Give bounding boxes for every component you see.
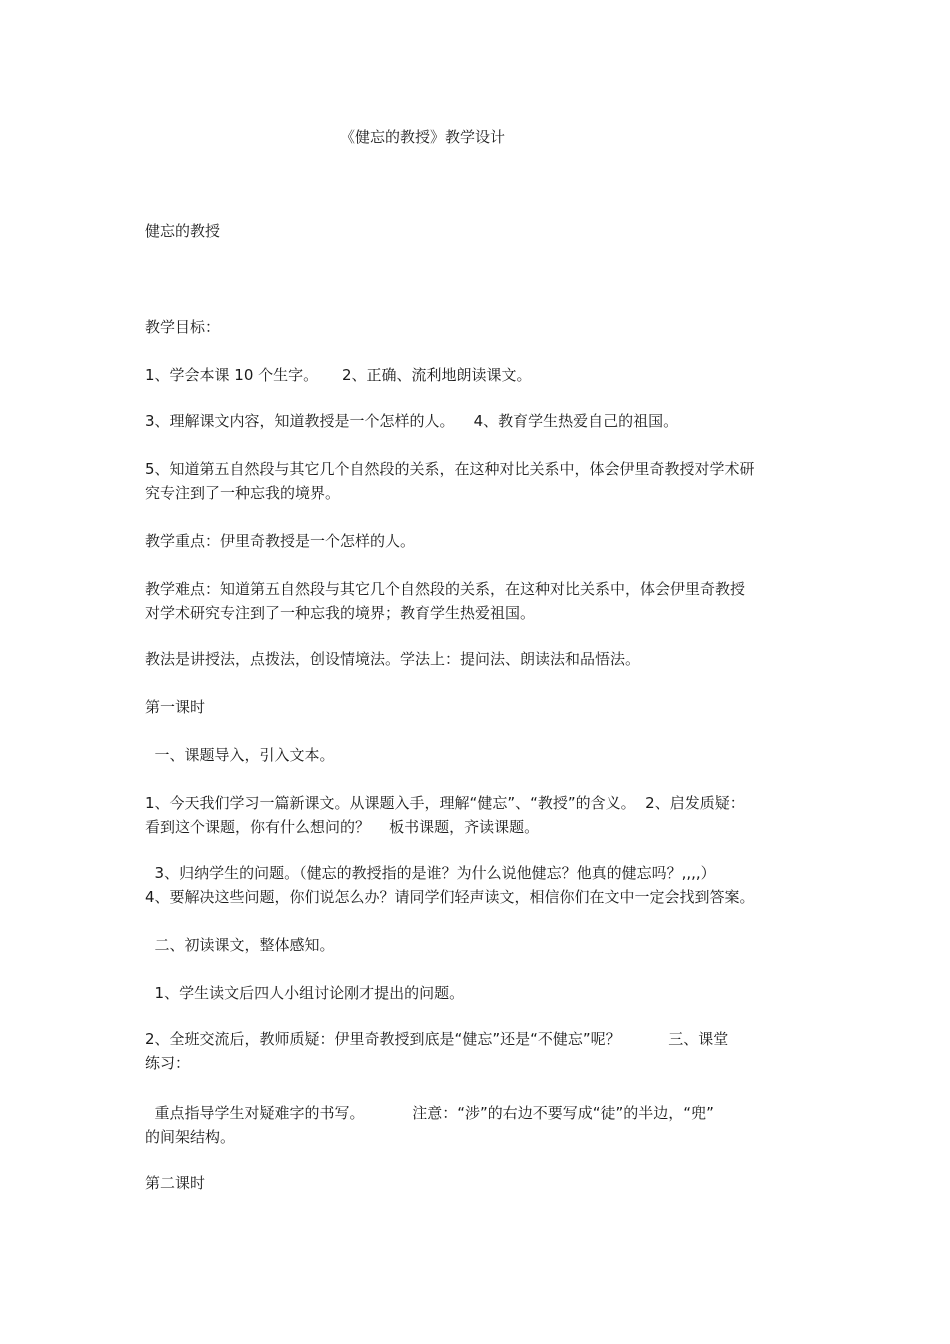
objective-line: 3、理解课文内容，知道教授是一个怎样的人。 4、教育学生热爱自己的祖国。 bbox=[145, 412, 679, 430]
section-item: 重点指导学生对疑难字的书写。 注意：“涉”的右边不要写成“徒”的半边，“兜” bbox=[145, 1104, 714, 1122]
section-heading: 一、课题导入，引入文本。 bbox=[145, 746, 335, 764]
section-item: 3、归纳学生的问题。（健忘的教授指的是谁？为什么说他健忘？他真的健忘吗？,,,,） bbox=[145, 864, 716, 882]
section-item: 练习： bbox=[145, 1054, 191, 1072]
methods-line: 教法是讲授法，点拨法，创设情境法。学法上：提问法、朗读法和品悟法。 bbox=[145, 650, 641, 668]
section-item: 看到这个课题，你有什么想问的？ 板书课题，齐读课题。 bbox=[145, 818, 540, 836]
document-title: 《健忘的教授》教学设计 bbox=[340, 128, 506, 146]
section-item: 1、今天我们学习一篇新课文。从课题入手，理解“健忘”、“教授”的含义。 2、启发质疑： bbox=[145, 794, 745, 812]
key-point: 教学重点：伊里奇教授是一个怎样的人。 bbox=[145, 532, 416, 550]
difficulty-line: 对学术研究专注到了一种忘我的境界；教育学生热爱祖国。 bbox=[145, 604, 536, 622]
period-heading: 第二课时 bbox=[145, 1174, 206, 1192]
difficulty-line: 教学难点：知道第五自然段与其它几个自然段的关系，在这种对比关系中，体会伊里奇教授 bbox=[145, 580, 746, 598]
objective-line: 1、学会本课 10 个生字。 2、正确、流利地朗读课文。 bbox=[145, 366, 532, 384]
section-item: 1、学生读文后四人小组讨论刚才提出的问题。 bbox=[145, 984, 465, 1002]
objectives-heading: 教学目标： bbox=[145, 318, 221, 336]
section-heading: 二、初读课文，整体感知。 bbox=[145, 936, 335, 954]
objective-line: 5、知道第五自然段与其它几个自然段的关系，在这种对比关系中，体会伊里奇教授对学术研 bbox=[145, 460, 755, 478]
lesson-title: 健忘的教授 bbox=[145, 222, 221, 240]
section-item: 的间架结构。 bbox=[145, 1128, 236, 1146]
objective-line: 究专注到了一种忘我的境界。 bbox=[145, 484, 341, 502]
section-item: 2、全班交流后，教师质疑：伊里奇教授到底是“健忘”还是“不健忘”呢？ 三、课堂 bbox=[145, 1030, 729, 1048]
period-heading: 第一课时 bbox=[145, 698, 206, 716]
section-item: 4、要解决这些问题，你们说怎么办？请同学们轻声读文，相信你们在文中一定会找到答案。 bbox=[145, 888, 755, 906]
